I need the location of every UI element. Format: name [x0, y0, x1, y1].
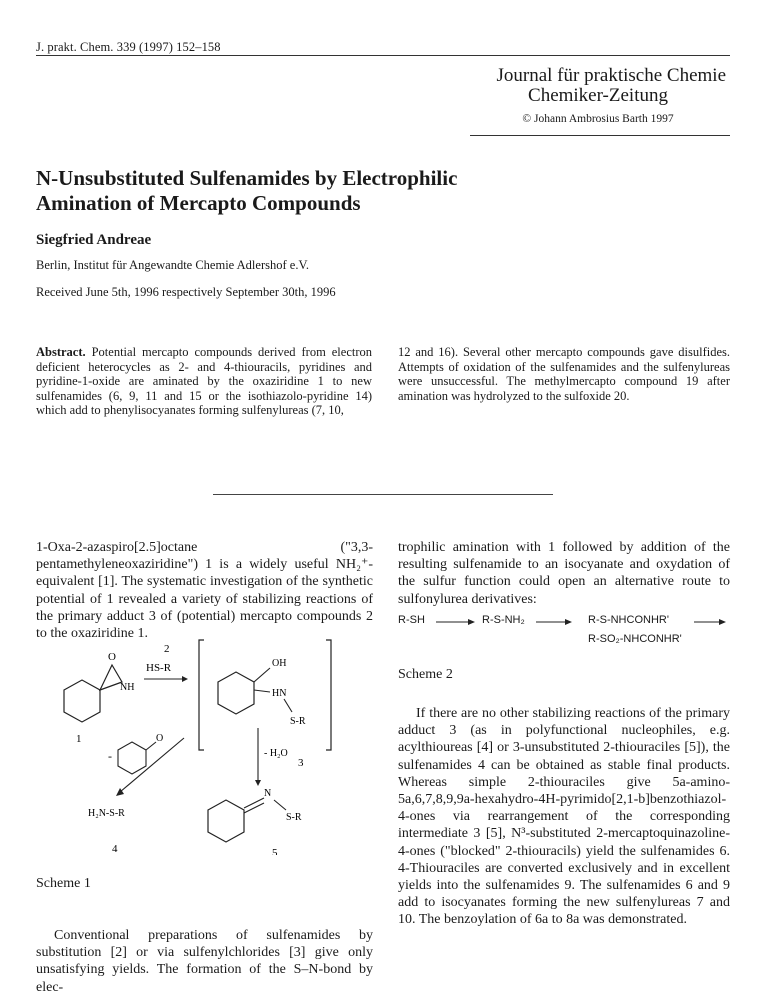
abstract-text-1: Potential mercapto compounds derived from electron deficient heterocycles as 2- and 4-thiouracils, pyridines and pyridine-1-oxide are aminated by the oxaziridine 1 to new sulfenamides (6, 9, 11 and 15 or the isothiazolo-pyridine 14) which add to phenylisocyanates forming sulfenylureas (7, 10,: [36, 345, 372, 418]
scheme-2-reactant: R-SH: [398, 614, 425, 626]
compound-4-formula: H₂N-S-R: [88, 808, 125, 819]
received-date: Received June 5th, 1996 respectively September 30th, 1996: [36, 285, 336, 299]
oxaziridine-ring: [100, 665, 122, 690]
masthead-rule: [470, 135, 730, 136]
atom-oxygen-2: O: [156, 733, 164, 744]
cyclohexanone-ring: [118, 742, 146, 774]
compound-label-3: 3: [298, 757, 304, 769]
imine-bond-b: [244, 803, 264, 813]
atom-sr-3: S-R: [290, 716, 306, 727]
bond-ns-5: [274, 800, 286, 810]
atom-nh-1: NH: [120, 682, 135, 693]
reagent-label: HS-R: [146, 662, 172, 674]
article-title: N-Unsubstituted Sulfenamides by Electrophilic Amination of Mercapto Compounds: [36, 166, 458, 215]
section-divider: [213, 494, 553, 495]
imine-bond-a: [244, 798, 264, 808]
reaction-arrow-2: [120, 738, 184, 792]
atom-oh: OH: [272, 658, 287, 669]
abstract-label: Abstract.: [36, 345, 86, 359]
arrow-label-2: 2: [164, 643, 170, 655]
scheme-2-sulfenylurea: R-S-NHCONHR': [588, 614, 669, 626]
water-loss-label: - H₂O: [264, 748, 288, 759]
abstract-column-2: 12 and 16). Several other mercapto compounds gave disulfides. Attempts of oxidation of the sulfenamides and the sulfenylureas were unsuccessful. The methylmercapto compound 19 after amination was hydrolyzed to the sulfoxide 20.: [398, 345, 730, 403]
compound-label-5: 5: [272, 847, 278, 855]
bond-ns: [284, 699, 292, 712]
body-paragraph-4: If there are no other stabilizing reactions of the primary adduct 3 (as in polyfunctional nucleophiles, e.g. acylthioureas [4] or 3-unsubstituted 2-thiouraciles [5]), the sulfenamides 4 can be obtained as stable final products. Whereas simple 2-thiouraciles give 5a-amino-5a,6,7,8,9,9a-hexahydro-4H-pyrimido[2,1-b]benzothiazol-4-ones via rearrangement of the corresponding intermediate 3 [5], N³-substituted 2-mercaptoquinazoline-4-ones ("blocked" 2-thiouracils) yield the sulfenamides 6. 4-Thiouraciles are converted exclusively and in excellent yields into the sulfenamides 9. The sulfenamides 6 and 9 add to isocyanates forming the new sulfenylureas 7 and 10. The benzoylation of 6a to 8a was demonstrated.: [398, 706, 730, 928]
compound-label-1: 1: [76, 733, 82, 745]
atom-hn: HN: [272, 688, 287, 699]
scheme-1-caption: Scheme 1: [36, 876, 91, 891]
compound-label-4: 4: [112, 843, 118, 855]
scheme-1-figure: [36, 620, 356, 855]
copyright-line: © Johann Ambrosius Barth 1997: [522, 113, 674, 125]
author-name: Siegfried Andreae: [36, 232, 152, 248]
atom-oxygen-1: O: [108, 651, 116, 663]
header-rule: [36, 55, 730, 56]
bond-hn: [254, 690, 270, 692]
affiliation: Berlin, Institut für Angewandte Chemie Adlershof e.V.: [36, 258, 309, 272]
journal-reference: J. prakt. Chem. 339 (1997) 152–158: [36, 40, 221, 54]
scheme-2-arrow-1: [436, 617, 476, 627]
body-paragraph-3: trophilic amination with 1 followed by addition of the resulting sulfenamide to an isocyanate and oxydation of the sulfur function could open an alternative route to sulfonylurea derivatives:: [398, 540, 730, 607]
body-paragraph-1: 1-Oxa-2-azaspiro[2.5]octane ("3,3-pentamethyleneoxaziridine") 1 is a widely useful NH₂⁺-equivalent [1]. The systematic investigation of the synthetic potential of 1 revealed a variety of stabilizing reactions of the primary adduct 3 of (potential) mercapto compounds 2 to the oxaziridine 1.: [36, 540, 373, 642]
bond-oh: [254, 668, 270, 682]
bracket-left: [199, 640, 204, 750]
body-paragraph-2: Conventional preparations of sulfenamides by substitution [2] or via sulfenylchlorides [3] give only unsatisfying yields. The formation of the S–N-bond by elec-: [36, 928, 373, 995]
atom-n-5: N: [264, 788, 272, 799]
cyclohexane-ring-1: [64, 680, 100, 722]
bracket-right: [326, 640, 331, 750]
scheme-2-arrow-2: [536, 617, 574, 627]
cyclohexane-ring-5: [208, 800, 244, 842]
journal-subtitle: Chemiker-Zeitung: [528, 85, 668, 106]
cyclohexane-ring-3: [218, 672, 254, 714]
scheme-2-caption: Scheme 2: [398, 667, 453, 682]
abstract-column-1: [36, 345, 372, 418]
arrow-head-3: [255, 780, 261, 786]
minus-sign: -: [108, 749, 112, 763]
scheme-2-sulfenamide: R-S-NH₂: [482, 614, 525, 626]
journal-title: Journal für praktische Chemie: [496, 65, 726, 86]
arrow-head-1: [182, 676, 188, 682]
scheme-2-sulfonylurea: R-SO₂-NHCONHR': [588, 633, 682, 645]
scheme-2-arrow-3: [694, 617, 728, 627]
atom-sr-5: S-R: [286, 812, 302, 823]
journal-masthead: [366, 66, 726, 125]
carbonyl-bond: [146, 742, 156, 750]
